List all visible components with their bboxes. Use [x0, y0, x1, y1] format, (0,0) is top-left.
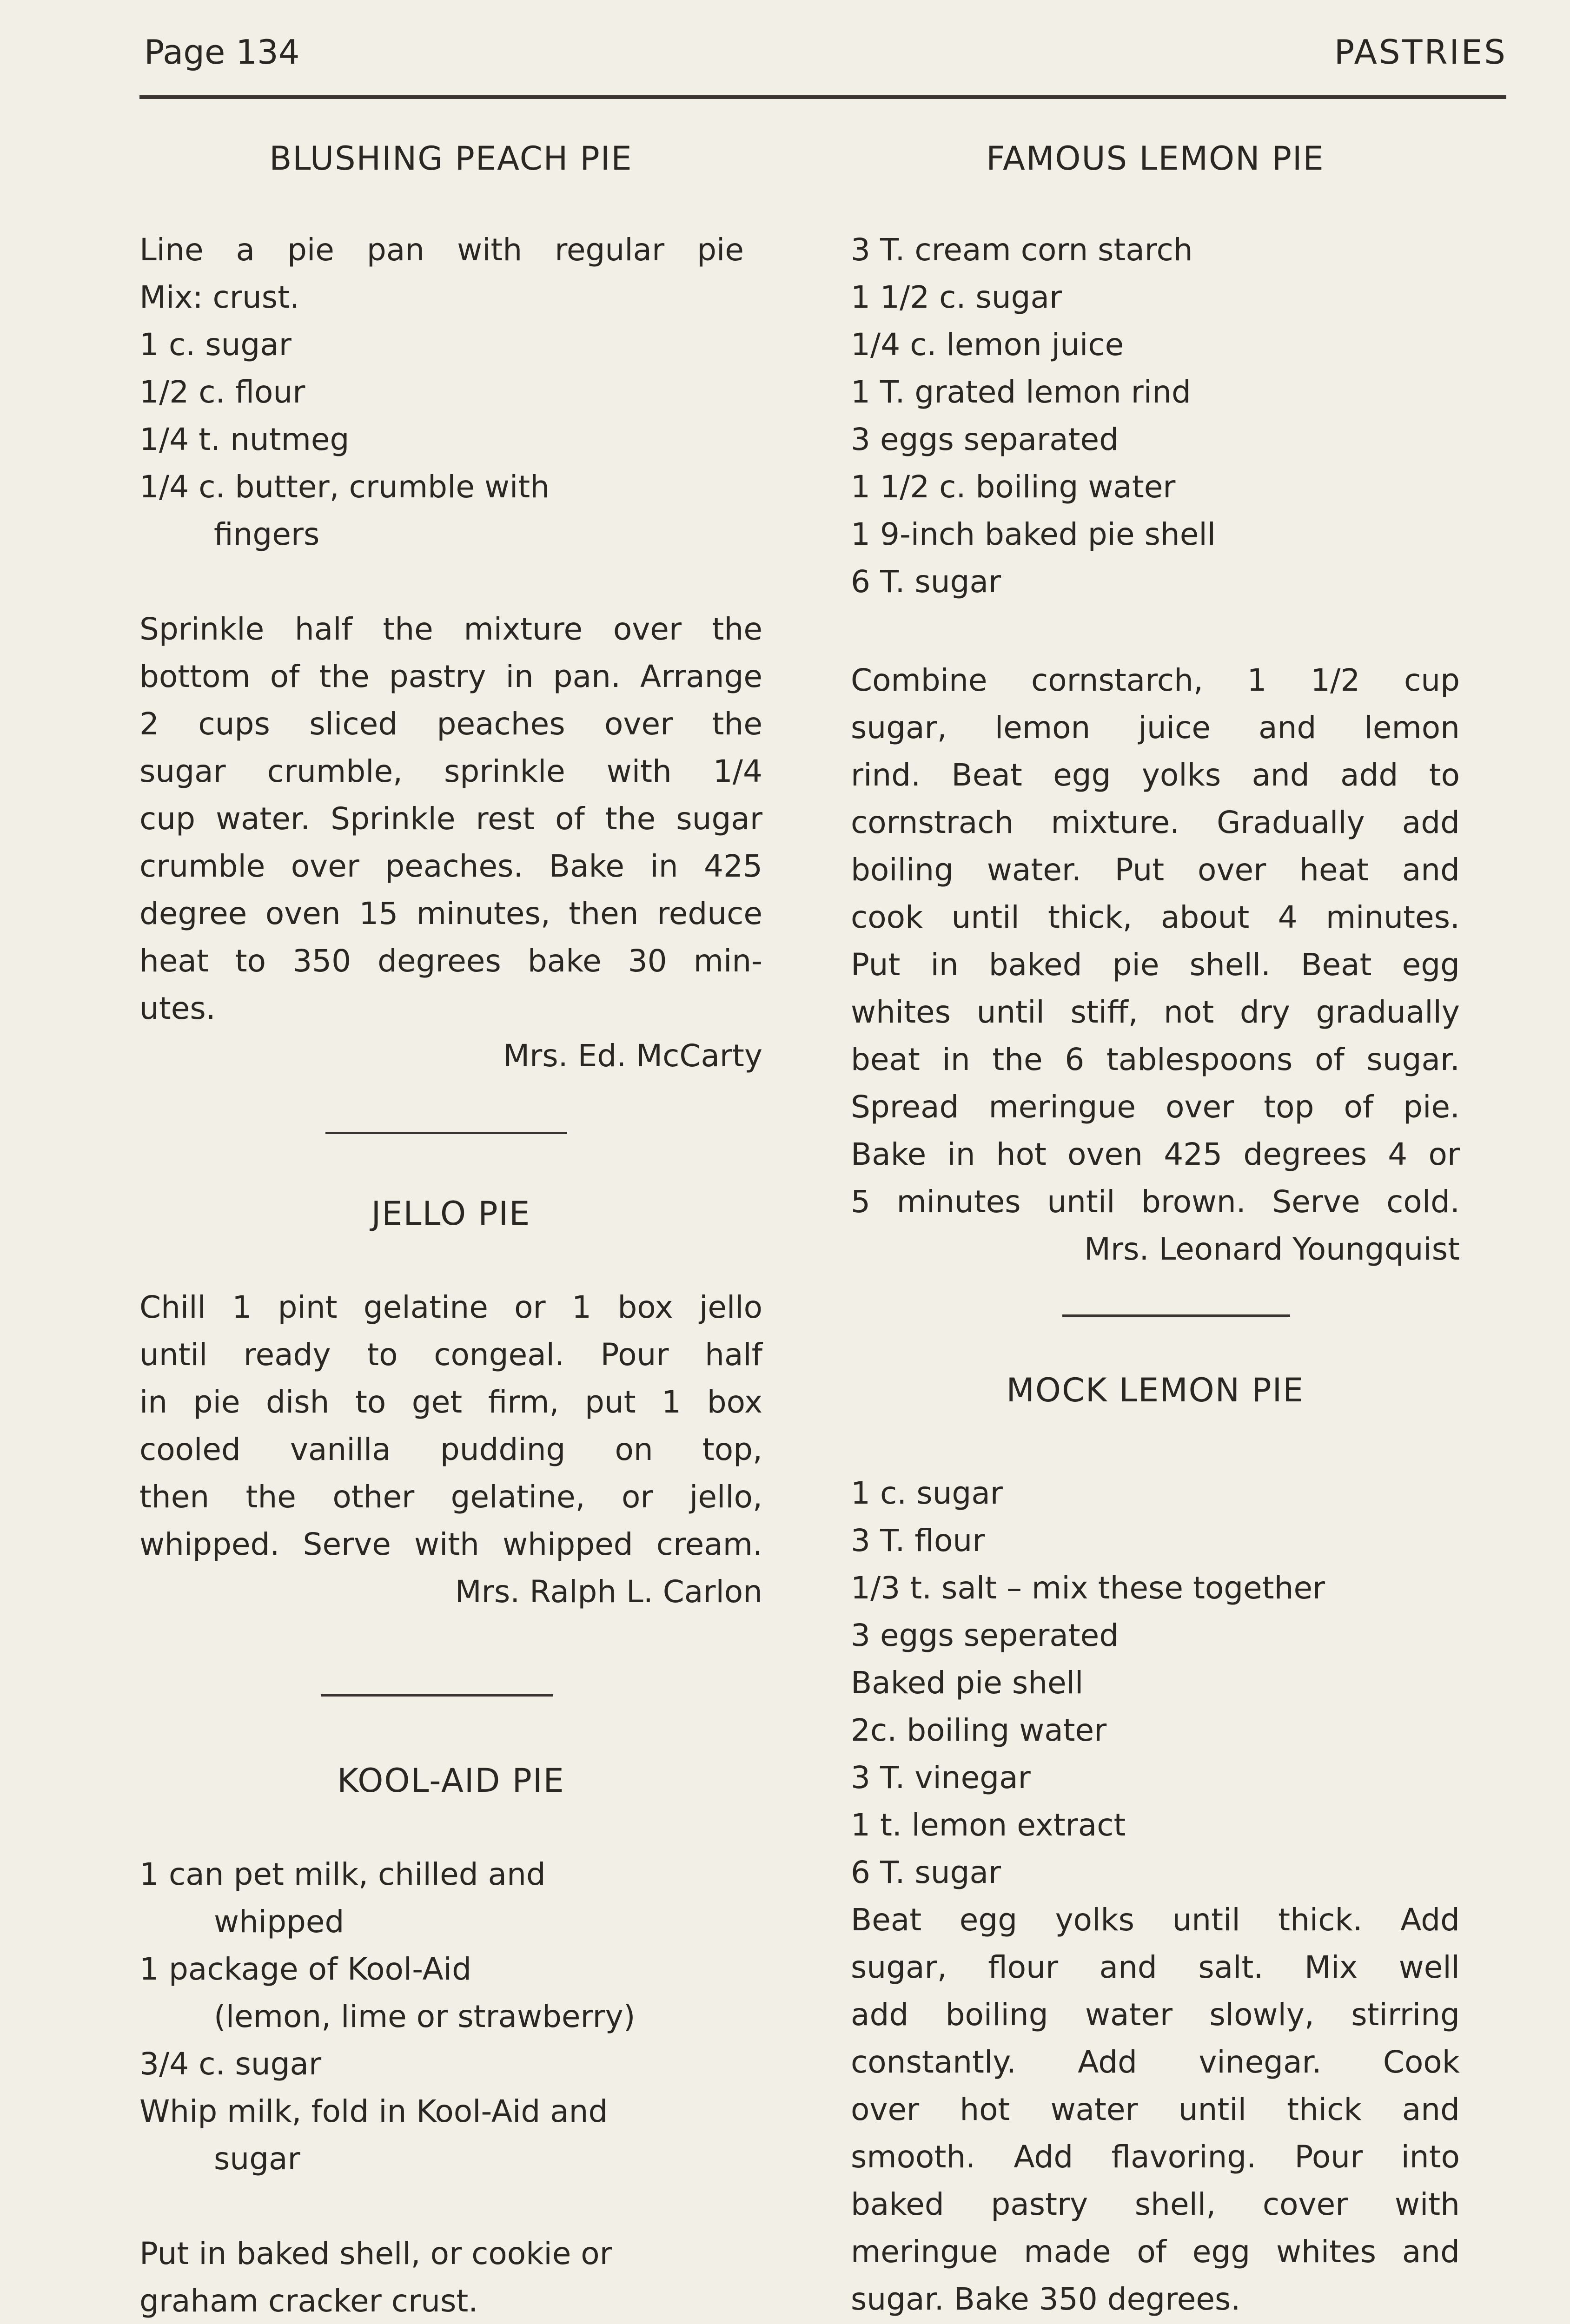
ingredient-line: 1/3 t. salt – mix these together [851, 1570, 1325, 1606]
recipe-title: JELLO PIE [371, 1195, 531, 1233]
kool-aid-pie-recipe [139, 1757, 762, 2324]
ingredient-line: sugar [214, 2141, 300, 2177]
direction-line: sugar crumble, sprinkle with 1/4 [139, 753, 762, 789]
section-title: PASTRIES [1334, 33, 1507, 72]
ingredient-line: Baked pie shell [851, 1665, 1084, 1701]
direction-line: crumble over peaches. Bake in 425 [139, 848, 762, 884]
ingredient-line: 1 T. grated lemon rind [851, 374, 1191, 410]
ingredient-line: 1 can pet milk, chilled and [139, 1856, 546, 1892]
recipe-author: Mrs. Ed. McCarty [503, 1038, 762, 1074]
direction-line: cook until thick, about 4 minutes. [851, 899, 1460, 935]
direction-line: whites until stiff, not dry gradually [851, 994, 1460, 1030]
recipe-author: Mrs. Leonard Youngquist [1084, 1231, 1460, 1267]
direction-line: boiling water. Put over heat and [851, 852, 1460, 888]
direction-line: bottom of the pastry in pan. Arrange [139, 659, 762, 694]
recipe-title: MOCK LEMON PIE [1006, 1371, 1305, 1409]
direction-line: Bake in hot oven 425 degrees 4 or [851, 1136, 1460, 1172]
blushing-peach-pie-recipe [139, 135, 762, 1080]
direction-line: sugar, lemon juice and lemon [851, 710, 1460, 746]
section-divider [321, 1694, 553, 1697]
ingredient-line: 3 T. flour [851, 1523, 985, 1558]
ingredient-line: 3 eggs seperated [851, 1618, 1119, 1653]
direction-line: baked pastry shell, cover with [851, 2186, 1460, 2222]
direction-line: beat in the 6 tablespoons of sugar. [851, 1042, 1460, 1077]
ingredient-line: 1 c. sugar [851, 1475, 1003, 1511]
ingredient-line: 3/4 c. sugar [139, 2046, 322, 2082]
direction-line: degree oven 15 minutes, then reduce [139, 896, 762, 931]
ingredient-line: 1 1/2 c. boiling water [851, 469, 1176, 505]
mock-lemon-pie-recipe [851, 1367, 1460, 2324]
direction-line: add boiling water slowly, stirring [851, 1997, 1460, 2033]
direction-line: 5 minutes until brown. Serve cold. [851, 1184, 1460, 1220]
ingredient-line: fingers [214, 516, 320, 552]
direction-line: rind. Beat egg yolks and add to [851, 757, 1460, 793]
ingredient-line: 1/4 c. butter, crumble with [139, 469, 550, 505]
direction-line: Spread meringue over top of pie. [851, 1089, 1460, 1125]
recipe-title: BLUSHING PEACH PIE [269, 139, 633, 178]
section-divider [1062, 1314, 1290, 1317]
recipe-intro-line: Line a pie pan with regular pie [139, 232, 744, 268]
direction-line: cup water. Sprinkle rest of the sugar [139, 801, 762, 837]
direction-line: whipped. Serve with whipped cream. [139, 1526, 762, 1562]
ingredient-line: 1/4 c. lemon juice [851, 327, 1124, 363]
direction-line: then the other gelatine, or jello, [139, 1479, 762, 1515]
page-number: Page 134 [144, 33, 300, 72]
recipe-intro-line: Mix: crust. [139, 279, 300, 315]
direction-line: Sprinkle half the mixture over the [139, 611, 762, 647]
direction-line: Beat egg yolks until thick. Add [851, 1902, 1460, 1938]
ingredient-line: whipped [214, 1904, 344, 1940]
header-rule [139, 95, 1506, 99]
ingredient-line: 1 9-inch baked pie shell [851, 516, 1216, 552]
direction-line: 2 cups sliced peaches over the [139, 706, 762, 742]
ingredient-line: 1 c. sugar [139, 327, 291, 363]
ingredient-line: 3 T. vinegar [851, 1760, 1031, 1796]
direction-line: sugar, flour and salt. Mix well [851, 1949, 1460, 1985]
ingredient-line: 1 package of Kool-Aid [139, 1951, 472, 1987]
direction-line: over hot water until thick and [851, 2092, 1460, 2127]
direction-line: cornstrach mixture. Gradually add [851, 805, 1460, 840]
direction-line: Put in baked shell, or cookie or [139, 2236, 612, 2271]
ingredient-line: Whip milk, fold in Kool-Aid and [139, 2093, 608, 2129]
direction-line: Combine cornstarch, 1 1/2 cup [851, 662, 1460, 698]
recipe-author: Mrs. Ralph L. Carlon [455, 1574, 762, 1610]
famous-lemon-pie-recipe [851, 135, 1460, 1273]
recipe-title: KOOL-AID PIE [337, 1762, 565, 1800]
direction-line: in pie dish to get firm, put 1 box [139, 1384, 762, 1420]
ingredient-line: 1/4 t. nutmeg [139, 422, 350, 457]
direction-line: cooled vanilla pudding on top, [139, 1432, 762, 1467]
direction-line: heat to 350 degrees bake 30 min- [139, 943, 762, 979]
direction-line: Chill 1 pint gelatine or 1 box jello [139, 1289, 762, 1325]
direction-line: Put in baked pie shell. Beat egg [851, 947, 1460, 983]
ingredient-line: 1/2 c. flour [139, 374, 305, 410]
direction-line: constantly. Add vinegar. Cook [851, 2044, 1460, 2080]
ingredient-line: 3 eggs separated [851, 422, 1119, 457]
direction-line: until ready to congeal. Pour half [139, 1337, 762, 1373]
recipe-title: FAMOUS LEMON PIE [986, 139, 1325, 178]
direction-line: graham cracker crust. [139, 2283, 478, 2319]
ingredient-line: 1 t. lemon extract [851, 1807, 1126, 1843]
jello-pie-recipe [139, 1190, 762, 1616]
direction-line: utes. [139, 990, 216, 1026]
ingredient-line: 1 1/2 c. sugar [851, 279, 1062, 315]
ingredient-line: 3 T. cream corn starch [851, 232, 1193, 268]
ingredient-line: 2c. boiling water [851, 1712, 1107, 1748]
direction-line: smooth. Add flavoring. Pour into [851, 2139, 1460, 2175]
ingredient-line: 6 T. sugar [851, 1855, 1001, 1890]
section-divider [325, 1132, 567, 1134]
direction-line: sugar. Bake 350 degrees. [851, 2281, 1241, 2317]
direction-line: meringue made of egg whites and [851, 2234, 1460, 2270]
ingredient-line: 6 T. sugar [851, 564, 1001, 600]
ingredient-line: (lemon, lime or strawberry) [214, 1999, 636, 2034]
